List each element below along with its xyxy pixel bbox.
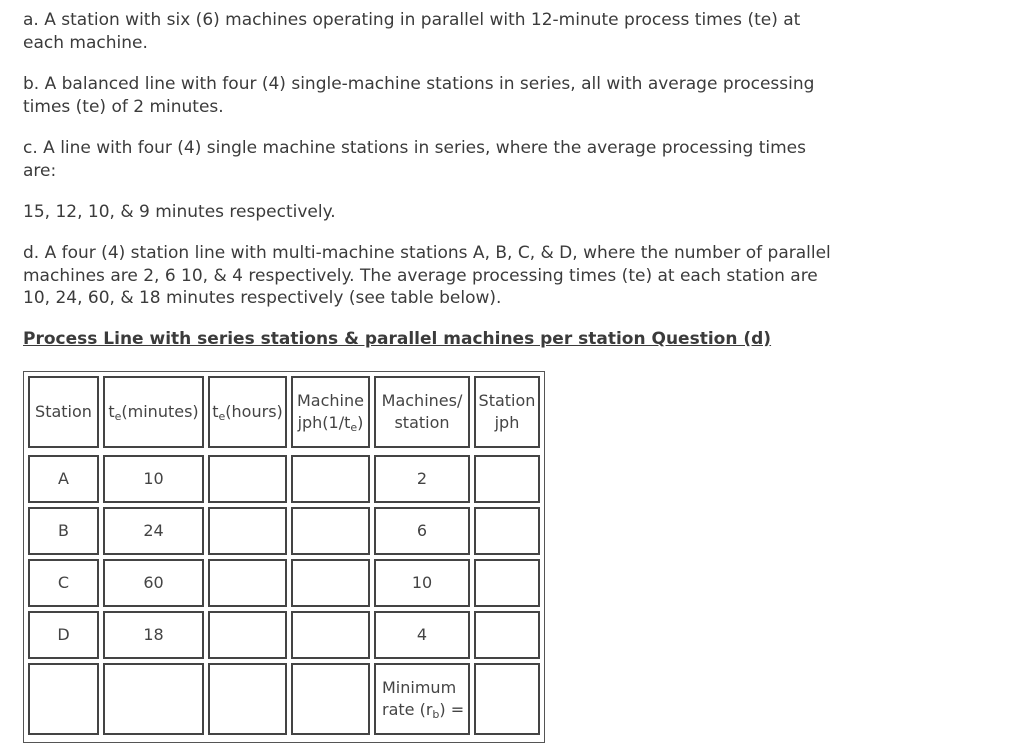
table-row-d-station: D: [28, 611, 99, 659]
table-footer-min-rate-value[interactable]: [474, 663, 540, 735]
table-row-b-station: B: [28, 507, 99, 555]
table-row-d-station-jph[interactable]: [474, 611, 540, 659]
question-c-text: c. A line with four (4) single machine stations in series, where the average processing times are:: [23, 138, 806, 181]
table-row-b-te-minutes: 24: [103, 507, 204, 555]
table-row-c-machines: 10: [374, 559, 470, 607]
header-station-label: Station: [35, 402, 92, 421]
table-footer-blank-3: [208, 663, 287, 735]
table-row-d-te-hours[interactable]: [208, 611, 287, 659]
table-row-c-station-jph[interactable]: [474, 559, 540, 607]
header-station-jph: [474, 376, 540, 448]
table-footer-blank-1: [28, 663, 99, 735]
question-a-text: a. A station with six (6) machines operating in parallel with 12-minute process times (te) at each machine.: [23, 10, 801, 53]
table-footer-blank-4: [291, 663, 370, 735]
table-footer-blank-2: [103, 663, 204, 735]
process-table: [23, 371, 545, 743]
table-row-c-te-hours[interactable]: [208, 559, 287, 607]
question-c-times: 15, 12, 10, & 9 minutes respectively.: [23, 202, 336, 222]
header-machine-jph-label: Machine $jph(1/t_e)$: [297, 391, 364, 434]
header-te-hours-label: $t_e(hours)$: [212, 402, 283, 423]
table-footer-min-rate-label: Minimum rate $(r_b)$ =: [374, 663, 470, 735]
header-station: [28, 376, 99, 448]
table-row-a-station: A: [28, 455, 99, 503]
table-row-b-te-hours[interactable]: [208, 507, 287, 555]
header-te-minutes: [103, 376, 204, 448]
header-te-hours: [208, 376, 287, 448]
table-row-a-te-minutes: 10: [103, 455, 204, 503]
header-machines-per-station-label: Machines/ station: [381, 391, 463, 432]
header-te-minutes-label: $t_e(minutes)$: [108, 402, 199, 423]
table-row-a-machines: 2: [374, 455, 470, 503]
table-row-a-machine-jph[interactable]: [291, 455, 370, 503]
question-b-text: b. A balanced line with four (4) single-machine stations in series, all with average processing times (te) of 2 minutes.: [23, 74, 815, 117]
header-station-jph-label: Station jph: [478, 391, 536, 432]
table-row-d-te-minutes: 18: [103, 611, 204, 659]
question-d-text: d. A four (4) station line with multi-machine stations A, B, C, & D, where the number of parallel machines are 2, 6 10, & 4 respectively. The average processing times (te) at each station are 10, 24, 60, & 18 minutes respectively (see table below).: [23, 243, 831, 308]
table-row-c-station: C: [28, 559, 99, 607]
table-row-b-machine-jph[interactable]: [291, 507, 370, 555]
table-title: Process Line with series stations & parallel machines per station Question (d): [23, 329, 772, 349]
table-row-c-te-minutes: 60: [103, 559, 204, 607]
table-row-c-machine-jph[interactable]: [291, 559, 370, 607]
table-row-a-te-hours[interactable]: [208, 455, 287, 503]
header-machine-jph: [291, 376, 370, 448]
table-row-b-station-jph[interactable]: [474, 507, 540, 555]
table-row-a-station-jph[interactable]: [474, 455, 540, 503]
table-row-b-machines: 6: [374, 507, 470, 555]
header-machines-per-station: [374, 376, 470, 448]
table-row-d-machine-jph[interactable]: [291, 611, 370, 659]
table-row-d-machines: 4: [374, 611, 470, 659]
